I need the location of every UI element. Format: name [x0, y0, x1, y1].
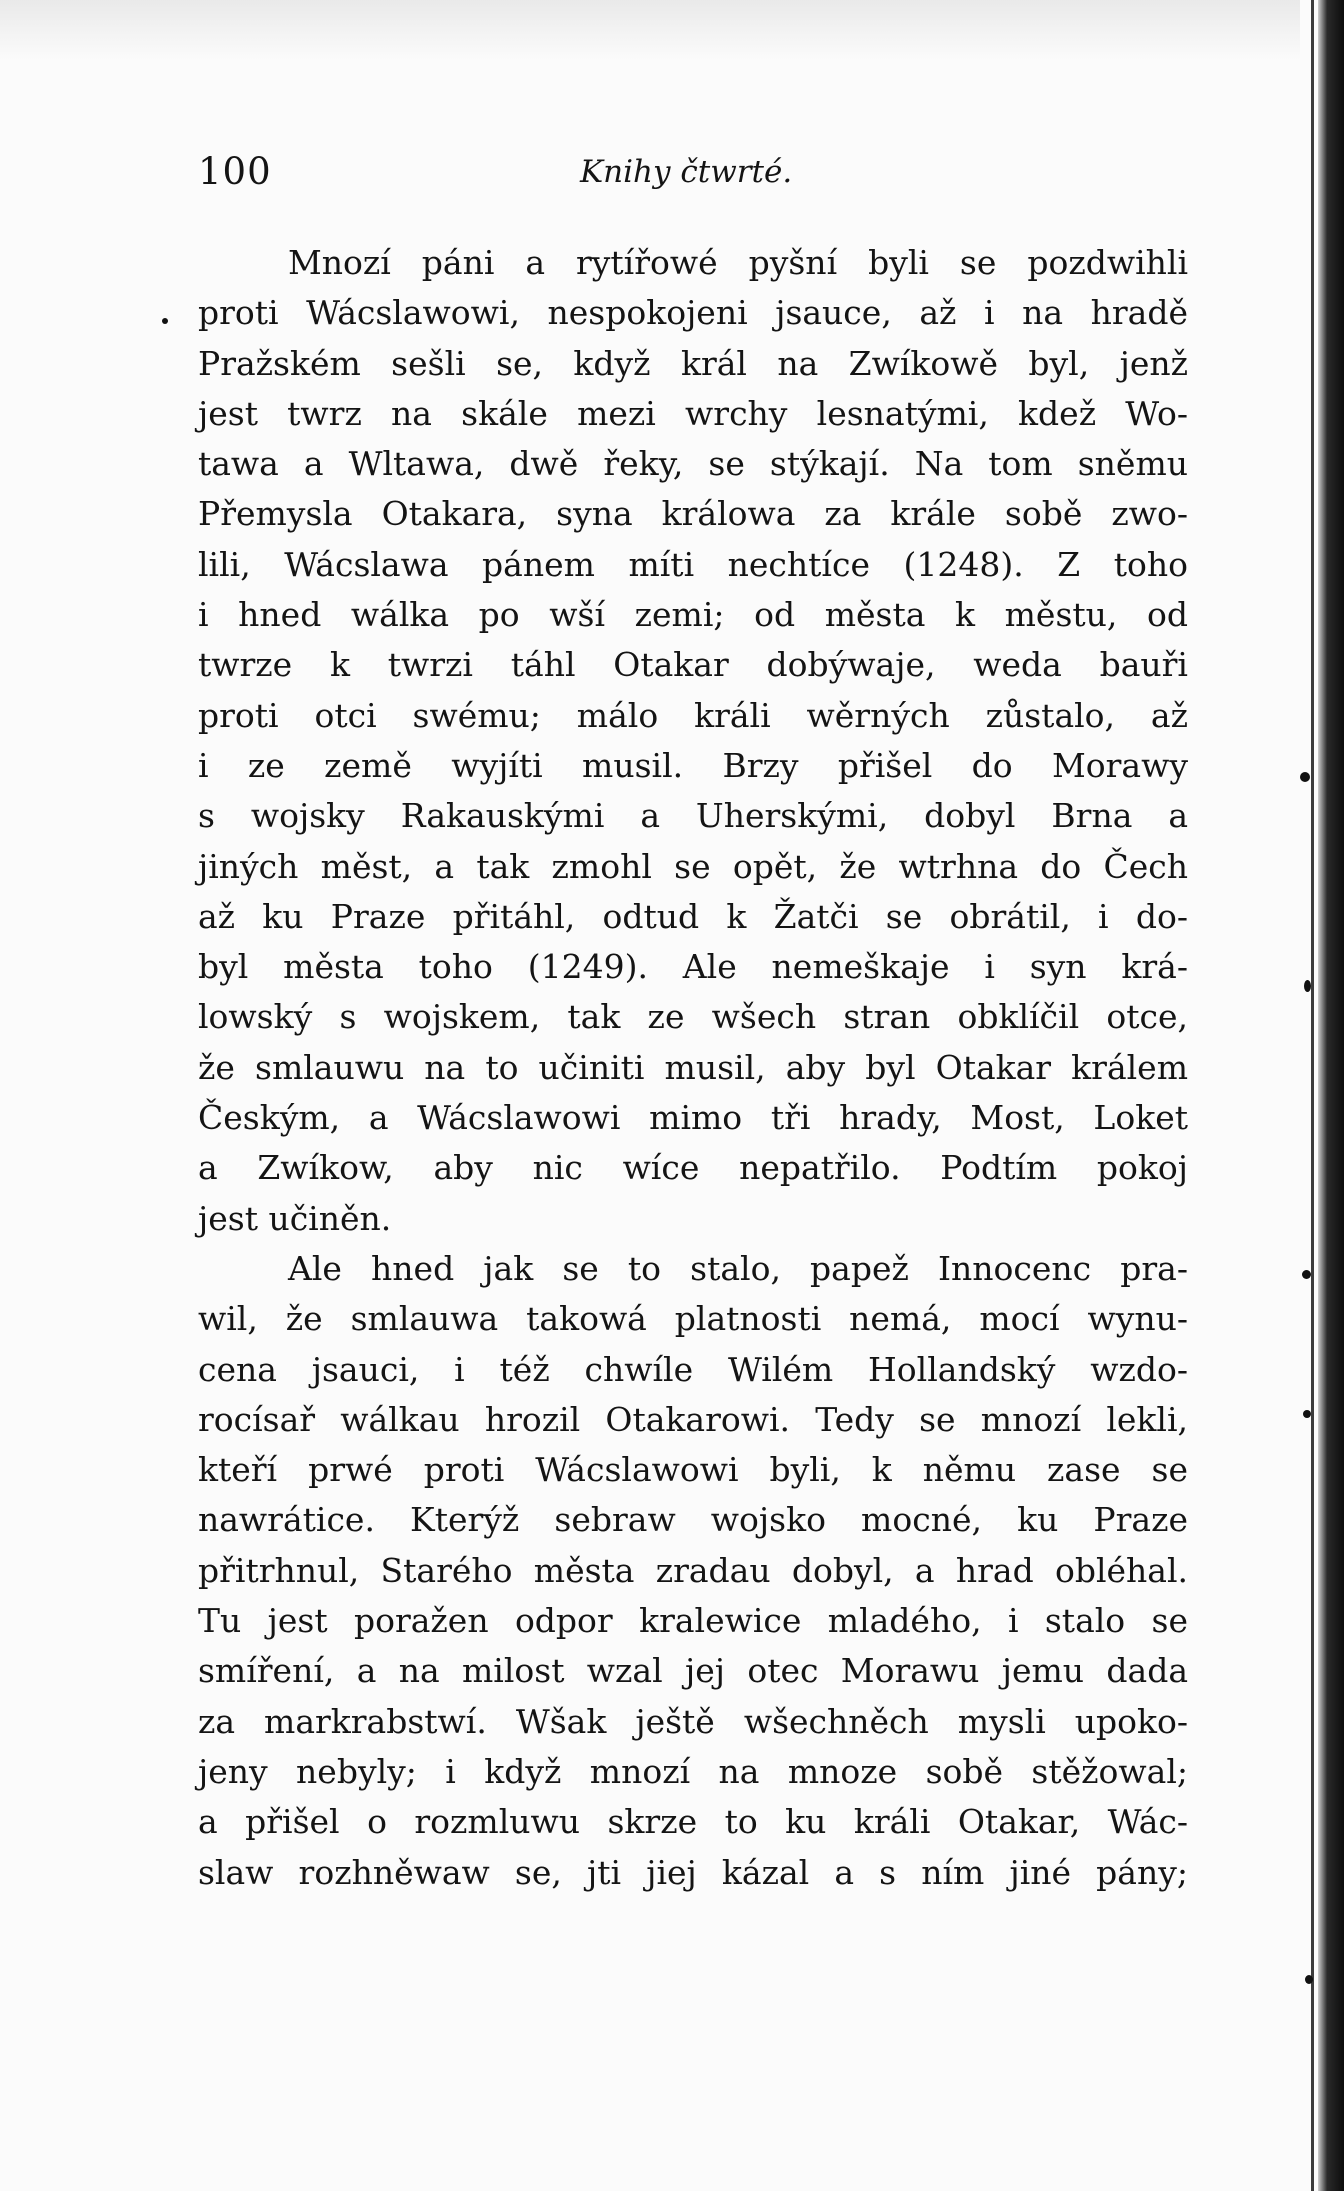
text-line: kteří prwé proti Wácslawowi byli, k němu zase se — [198, 1450, 1188, 1490]
text-line: byl města toho (1249). Ale nemeškaje i syn krá- — [198, 947, 1188, 987]
text-line: i ze země wyjíti musil. Brzy přišel do Morawy — [198, 745, 1188, 785]
running-head: Knihy čtwrté. — [580, 154, 793, 190]
stray-mark — [1300, 772, 1310, 782]
page-number: 100 — [198, 150, 272, 193]
text-line: za markrabstwí. Wšak ještě wšechněch mysli upoko- — [198, 1701, 1188, 1741]
text-line: cena jsauci, i též chwíle Wilém Hollandský wzdo- — [198, 1349, 1188, 1389]
text-line: rocísař wálkau hrozil Otakarowi. Tedy se mnozí lekli, — [198, 1399, 1188, 1439]
text-line: jest učiněn. — [198, 1198, 392, 1238]
paragraph — [198, 1244, 1188, 1898]
scan-shadow — [0, 0, 1300, 60]
text-line: s wojsky Rakauskými a Uherskými, dobyl Brna a — [198, 796, 1188, 836]
stray-mark — [1304, 980, 1311, 992]
stray-mark — [1302, 1270, 1311, 1279]
text-line: nawrátice. Kterýž sebraw wojsko mocné, ku Praze — [198, 1500, 1188, 1540]
text-line: lowský s wojskem, tak ze wšech stran obklíčil otce, — [198, 997, 1188, 1037]
text-line: proti otci swému; málo králi wěrných zůstalo, až — [198, 695, 1188, 735]
text-line: slaw rozhněwaw se, jti jiej kázal a s ním jiné pány; — [198, 1852, 1188, 1892]
text-line: Českým, a Wácslawowi mimo tři hrady, Most, Loket — [198, 1098, 1188, 1138]
text-line: jest twrz na skále mezi wrchy lesnatými, kdež Wo- — [198, 393, 1188, 433]
text-line: tawa a Wltawa, dwě řeky, se stýkají. Na tom sněmu — [198, 444, 1188, 484]
text-line: až ku Praze přitáhl, odtud k Žatči se obrátil, i do- — [198, 896, 1188, 936]
text-line: lili, Wácslawa pánem míti nechtíce (1248). Z toho — [198, 544, 1188, 584]
text-line: i hned wálka po wší zemi; od města k městu, od — [198, 595, 1188, 635]
page-edge-line — [1311, 0, 1314, 2191]
body-text — [198, 238, 1188, 1898]
text-line: wil, že smlauwa takowá platnosti nemá, mocí wynu- — [198, 1299, 1188, 1339]
stray-mark — [1305, 1975, 1313, 1984]
text-line: proti Wácslawowi, nespokojeni jsauce, až i na hradě — [198, 293, 1188, 333]
scanner-edge — [1318, 0, 1344, 2191]
text-line: přitrhnul, Starého města zradau dobyl, a hrad obléhal. — [198, 1550, 1188, 1590]
text-line: Ale hned jak se to stalo, papež Innocenc pra- — [288, 1248, 1188, 1288]
text-line: Mnozí páni a rytířowé pyšní byli se pozdwihli — [288, 243, 1188, 282]
stray-mark — [162, 318, 168, 324]
text-line: Pražském sešli se, když král na Zwíkowě byl, jenž — [198, 343, 1188, 383]
text-line: jiných měst, a tak zmohl se opět, že wtrhna do Čech — [198, 846, 1188, 886]
text-line: jeny nebyly; i když mnozí na mnoze sobě stěžowal; — [198, 1751, 1188, 1791]
page-header — [198, 150, 1198, 210]
text-line: Přemysla Otakara, syna králowa za krále sobě zwo- — [198, 494, 1188, 534]
paragraph — [198, 238, 1188, 1244]
text-line: twrze k twrzi táhl Otakar dobýwaje, weda bauři — [198, 645, 1188, 685]
stray-mark — [1303, 1410, 1311, 1418]
text-line: že smlauwu na to učiniti musil, aby byl Otakar králem — [198, 1047, 1188, 1087]
text-line: a přišel o rozmluwu skrze to ku králi Otakar, Wác- — [198, 1802, 1188, 1842]
text-line: smíření, a na milost wzal jej otec Morawu jemu dada — [198, 1651, 1188, 1691]
text-line: Tu jest poražen odpor kralewice mladého, i stalo se — [198, 1601, 1188, 1641]
text-line: a Zwíkow, aby nic wíce nepatřilo. Podtím pokoj — [198, 1148, 1188, 1188]
